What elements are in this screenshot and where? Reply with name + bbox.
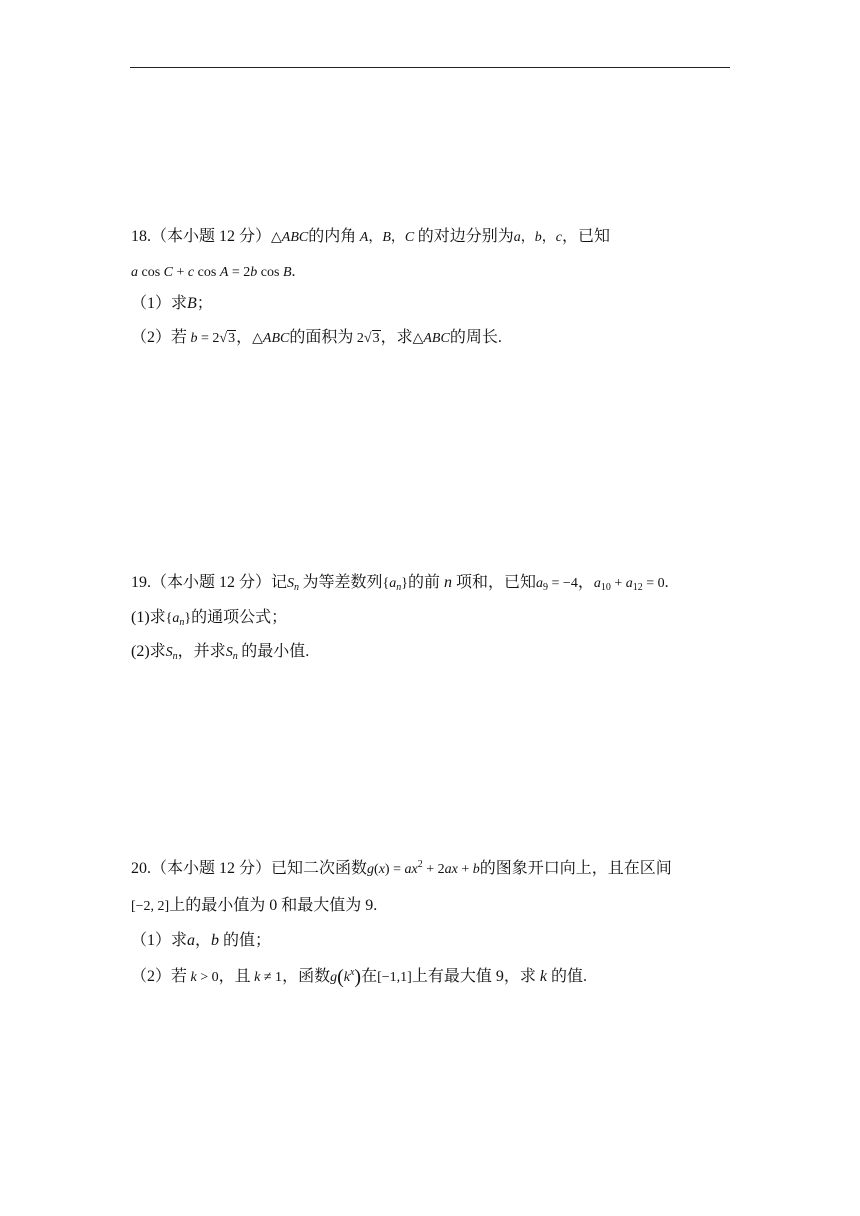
problem-18-line-1 — [131, 227, 610, 248]
text: 的图象开口向上，且在区间 — [479, 860, 672, 877]
text: 上的最小值为 0 和最大值为 9. — [169, 897, 378, 914]
problem-19-q1 — [131, 608, 287, 629]
text: ，且 — [218, 968, 251, 985]
math: 2√3 — [353, 331, 380, 346]
problem-20-q2: （2）若 k > 0，且 k ≠ 1，函数$g(k^x)$在[−1,1]上有最大值 9，求 k 的值. — [131, 966, 587, 988]
problem-20-line-1 — [131, 859, 672, 880]
math: $\{a_n\}$ — [165, 611, 192, 628]
text: （1）求 — [131, 932, 188, 949]
math: $S_n$ — [165, 645, 178, 662]
text: ，函数 — [282, 968, 331, 985]
problem-20-q1: （1）求a，b 的值； — [131, 932, 272, 949]
text: ，已知 — [561, 228, 610, 245]
text: ， — [236, 329, 253, 346]
text: ； — [196, 295, 213, 312]
text: （2）若 — [131, 329, 188, 346]
text: (1)求 — [131, 609, 166, 626]
problem-18-q1: （1）求B； — [131, 295, 213, 312]
problem-20-line-2 — [131, 896, 377, 917]
b-value: b = 2√3 — [190, 331, 236, 346]
text: 为等差数列 — [302, 574, 383, 591]
math: a，b，c — [513, 230, 562, 245]
problem-19-line-1: 19.（本小题 12 分）记$S_n$ 为等差数列$\{a_n\}$的前 n 项和，已知$a_9 = -4$，$a_{10} + a_{12} = 0$. — [131, 574, 669, 593]
text: 的值； — [223, 932, 272, 949]
math: k ≠ 1 — [254, 970, 283, 985]
text: 的对边分别为 — [417, 228, 514, 245]
text: 的前 — [408, 574, 441, 591]
problem-18-number: 18.（本小题 12 分） — [131, 228, 272, 245]
math: $g(k^x)$ — [330, 966, 362, 988]
triangle-abc: △ABC — [271, 230, 309, 245]
text: （2）若 — [131, 968, 188, 985]
text: 的通项公式； — [191, 609, 288, 626]
text: ，求 — [380, 329, 413, 346]
text: ， — [577, 574, 594, 591]
math: $S_n$ — [287, 576, 300, 593]
text: . — [664, 574, 669, 591]
math: [−2, 2] — [131, 899, 170, 914]
text: 上有最大值 9，求 — [411, 968, 536, 985]
math: $a_{10} + a_{12} = 0$ — [593, 576, 665, 593]
problem-18-line-2 — [131, 262, 296, 283]
text: . — [291, 263, 296, 280]
math: k > 0 — [190, 970, 219, 985]
math: △ABC — [412, 331, 450, 346]
text: 的最小值. — [241, 643, 310, 660]
text: 的值. — [550, 968, 587, 985]
text: ，并求 — [177, 643, 226, 660]
math: $a_9 = -4$ — [536, 576, 578, 593]
text: 的周长. — [449, 329, 502, 346]
text: ， — [195, 932, 212, 949]
text: （1）求 — [131, 295, 188, 312]
text: 的面积为 — [289, 329, 354, 346]
text: 在 — [361, 968, 378, 985]
math: △ABC — [252, 331, 290, 346]
math: [−1,1] — [377, 970, 412, 985]
text: (2)求 — [131, 643, 166, 660]
equation-cosine: a cos C + c cos A = 2b cos B — [131, 265, 292, 280]
text: 项和，已知 — [456, 574, 537, 591]
problem-20-number: 20.（本小题 12 分）已知二次函数 — [131, 860, 368, 877]
function-g: $g(x) = ax^2 + 2ax + b$ — [367, 859, 480, 877]
math: $\{a_n\}$ — [382, 576, 408, 593]
problem-19-q2 — [131, 642, 309, 663]
text: 的内角 — [308, 228, 357, 245]
problem-18-q2 — [131, 328, 502, 349]
math: A，B，C — [359, 230, 415, 245]
math: $S_n$ — [225, 645, 238, 662]
header-rule — [130, 67, 730, 68]
problem-19-number: 19.（本小题 12 分）记 — [131, 574, 288, 591]
